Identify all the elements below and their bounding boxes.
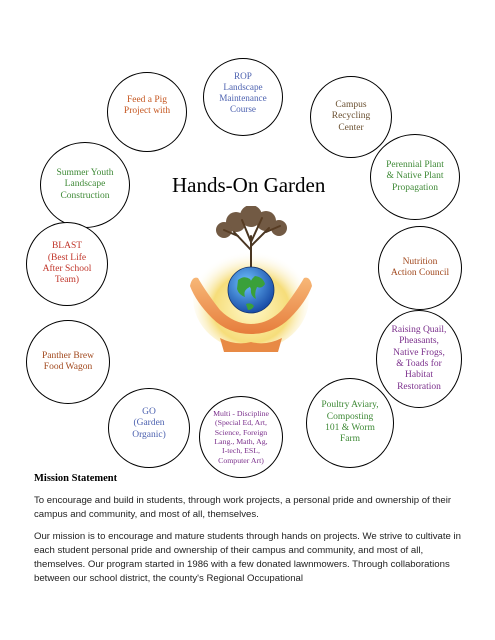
circle-go-garden (108, 388, 190, 468)
circle-campus-recycling (310, 76, 392, 158)
circle-label: Panther Brew Food Wagon (42, 350, 94, 372)
circle-panther-brew (26, 320, 110, 404)
circle-summer-youth (40, 142, 130, 228)
mission-heading: Mission Statement (34, 473, 118, 484)
circle-raising-quail (376, 310, 462, 408)
circle-label: Feed a Pig Project with (123, 95, 171, 117)
circle-label: Nutrition Action Council (390, 256, 450, 278)
circle-label: Summer Youth Landscape Construction (56, 167, 114, 201)
mission-paragraph-2: Our mission is to encourage and mature students through hands on projects. We strive to cultivate in each student personal pride and ownership of their campus and community, and most of all, themselves. Our program started in 1986 with a few donated lawnmowers. Through collaborations between our school district, the county's Regional Occupational (34, 531, 461, 584)
circle-multi-discipline (199, 396, 283, 478)
hands-globe-tree-logo (176, 206, 326, 354)
circle-label: Multi - Discipline (Special Ed, Art, Science, Foreign Lang., Math, Ag, I-tech, ESL, Computer Art) (213, 408, 269, 465)
circle-feed-a-pig (107, 72, 187, 152)
circle-perennial-plant (370, 134, 460, 220)
circle-rop-landscape (203, 58, 283, 136)
circle-label: ROP Landscape Maintenance Course (219, 71, 267, 115)
circle-label: GO (Garden Organic) (132, 407, 166, 440)
page-title: Hands-On Garden (172, 173, 326, 197)
circle-blast (26, 222, 108, 306)
circle-nutrition (378, 226, 462, 310)
circle-label: Perennial Plant & Native Plant Propagation (386, 159, 444, 193)
circle-label: Poultry Aviary, Composting 101 & Worm Farm (321, 400, 379, 445)
circle-poultry-aviary (306, 378, 394, 468)
circle-label: Raising Quail, Pheasants, Native Frogs, & Toads for Habitat Restoration (391, 324, 447, 392)
mission-paragraph-1: To encourage and build in students, through work projects, a personal pride and ownership of their campus and community, and most of all, themselves. (34, 495, 452, 520)
circle-label: Campus Recycling Center (331, 99, 371, 133)
circle-label: BLAST (Best Life After School Team) (42, 241, 92, 286)
